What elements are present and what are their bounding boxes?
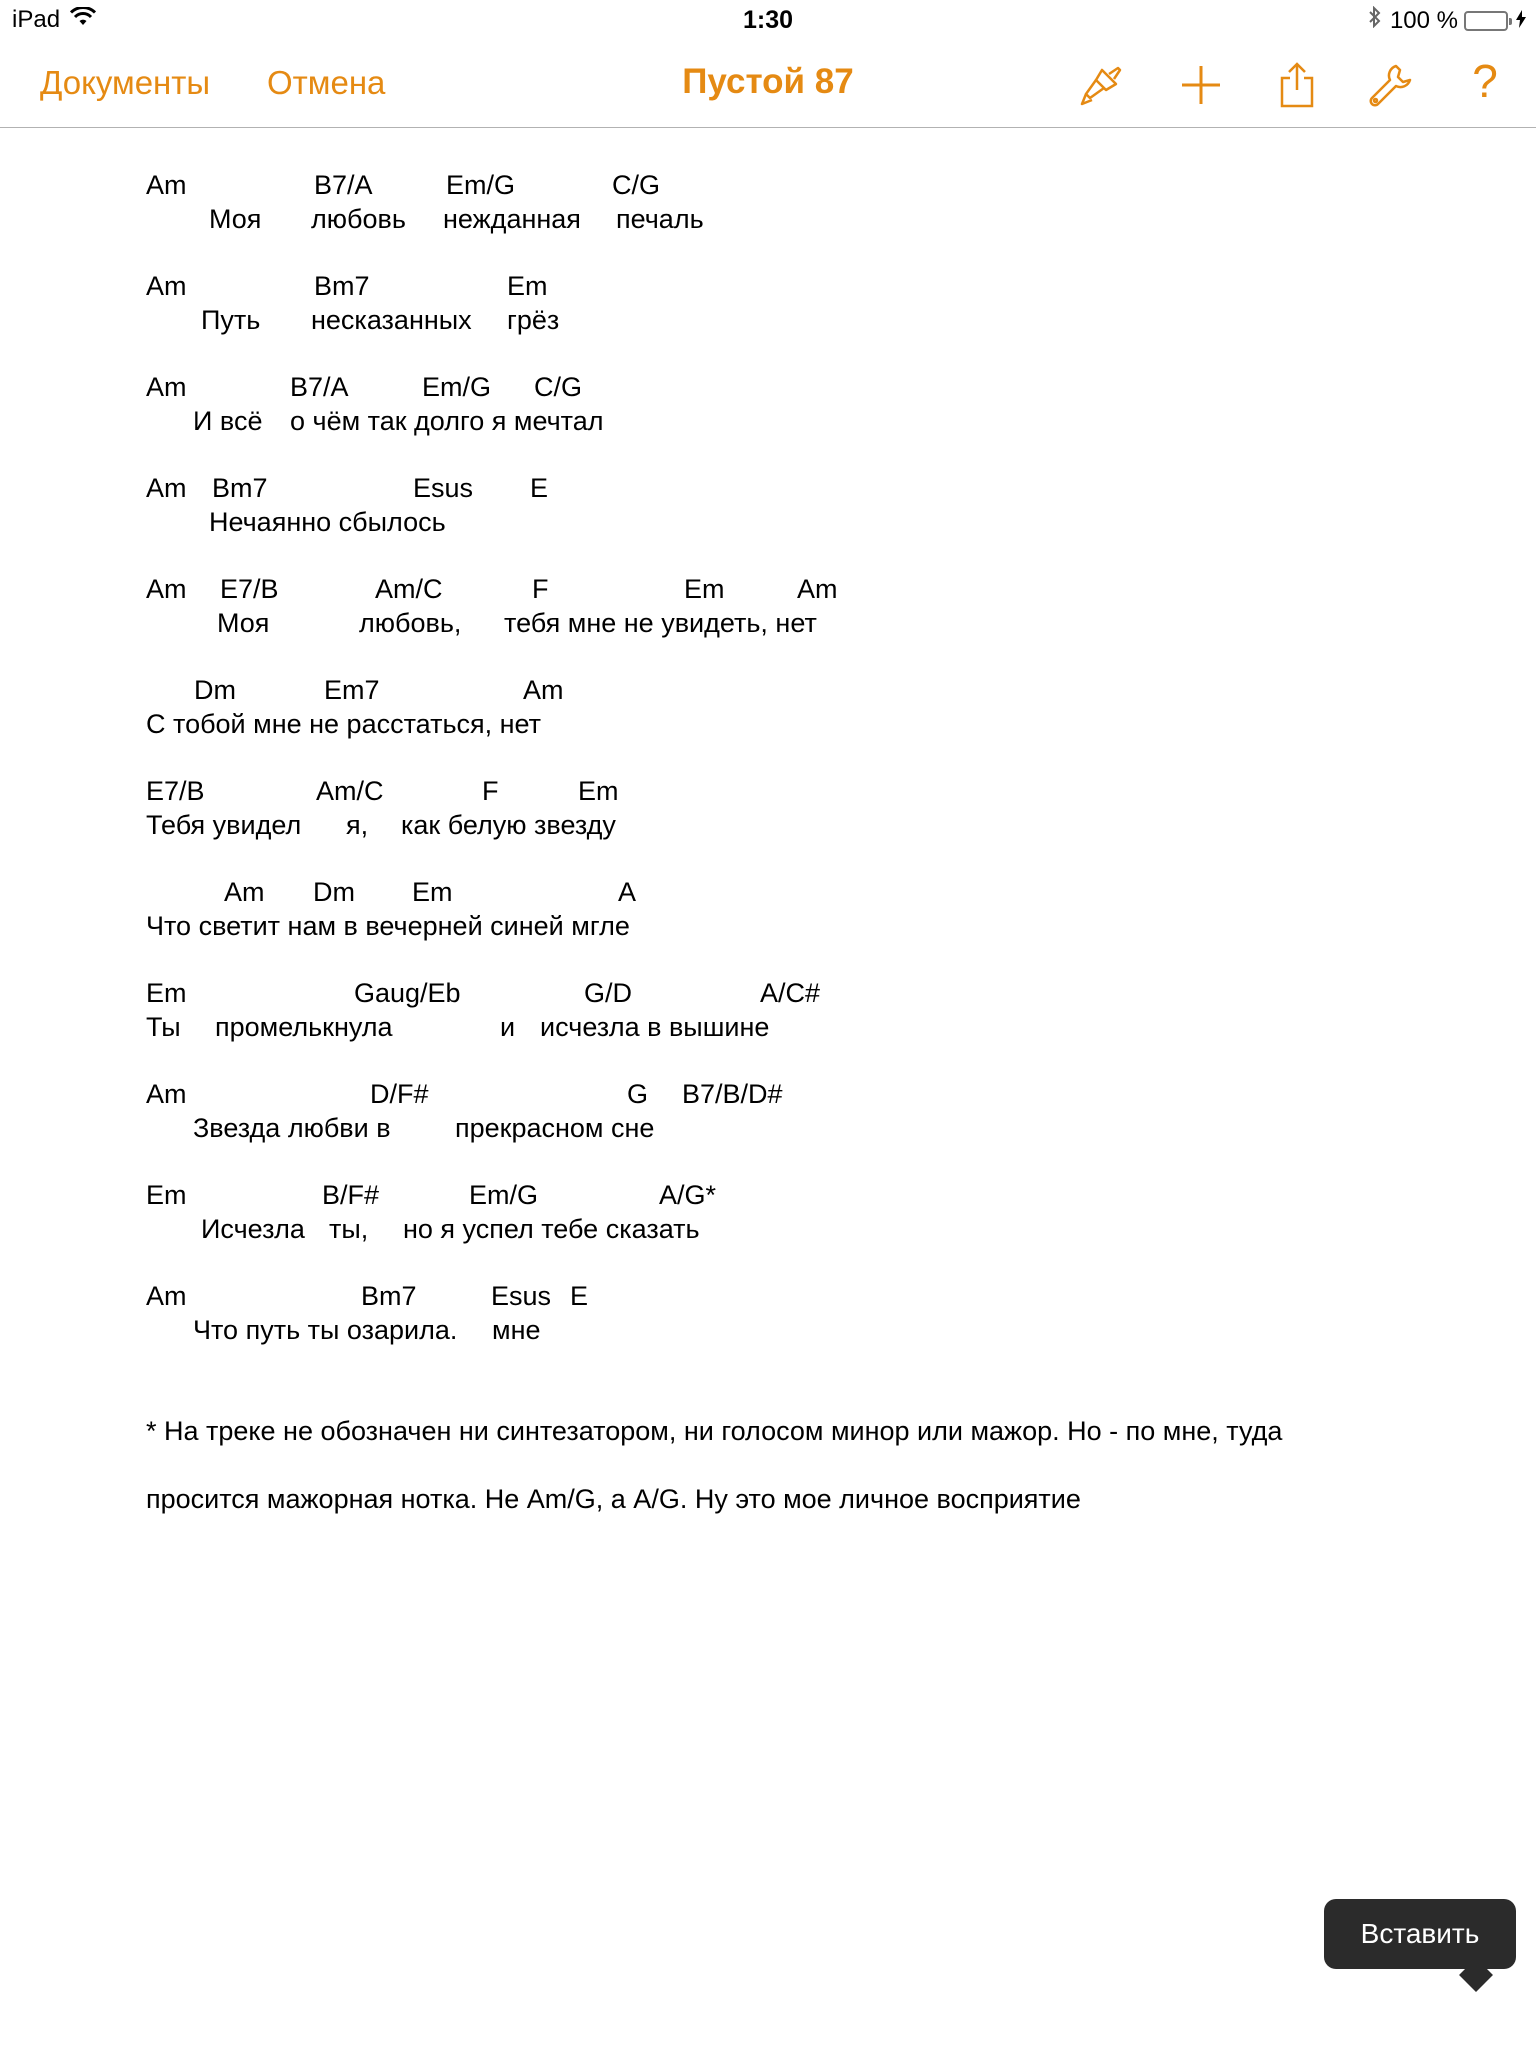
chord: A/G* [659, 1180, 717, 1210]
chord: Am/C [375, 574, 443, 604]
chord: Am [797, 574, 838, 604]
chord: G [627, 1079, 649, 1109]
charging-icon [1516, 7, 1526, 35]
chord: Dm [313, 877, 355, 907]
nav-bar [0, 40, 1536, 128]
battery-percent: 100 % [1389, 6, 1458, 34]
chord: Am [146, 1079, 187, 1109]
chord: D/F# [370, 1079, 429, 1109]
cancel-button[interactable]: Отмена [267, 64, 386, 101]
song-document[interactable] [146, 168, 1446, 1550]
chord: Am [146, 574, 187, 604]
chord: Esus [413, 473, 474, 503]
chord: Em/G [469, 1180, 539, 1210]
chord: Gaug/Eb [354, 978, 461, 1008]
chord-line [146, 1279, 1446, 1313]
chord-line [146, 976, 1446, 1010]
share-icon[interactable] [1272, 60, 1322, 110]
stanza-2 [146, 269, 1446, 337]
status-bar [0, 0, 1536, 40]
stanza-9 [146, 976, 1446, 1044]
chord: G/D [584, 978, 633, 1008]
chord: Esus [491, 1281, 552, 1311]
lyric-line [146, 1111, 1446, 1145]
lyric-line [146, 1212, 1446, 1246]
lyric: Нечаянно сбылось [209, 507, 446, 537]
lyric: И всё [193, 406, 263, 436]
lyric: Что светит нам в вечерней синей мгле [146, 911, 630, 941]
chord: Em [412, 877, 453, 907]
chord: E7/B [146, 776, 205, 806]
lyric: Ты [146, 1012, 181, 1042]
chord: E [570, 1281, 589, 1311]
chord-line [146, 370, 1446, 404]
chord-line [146, 1178, 1446, 1212]
footnote [146, 1380, 1446, 1550]
chord: Am [146, 170, 187, 200]
chord: B7/A [314, 170, 373, 200]
device-name: iPad [12, 6, 61, 33]
help-icon[interactable]: ? [1472, 55, 1498, 107]
chord: Em [146, 1180, 187, 1210]
footnote-line: просится мажорная нотка. Не Am/G, а A/G. Ну это мое личное восприятие [146, 1484, 1081, 1514]
lyric: прекрасном сне [455, 1113, 655, 1143]
lyric-line [146, 606, 1446, 640]
lyric: я, [346, 810, 369, 840]
chord: Bm7 [212, 473, 268, 503]
chord: F [482, 776, 499, 806]
lyric: Моя [217, 608, 270, 638]
lyric: мне [492, 1315, 541, 1345]
bluetooth-icon [1368, 6, 1382, 35]
chord: C/G [534, 372, 583, 402]
lyric: любовь [311, 204, 406, 234]
stanza-8 [146, 875, 1446, 943]
stanza-4 [146, 471, 1446, 539]
chord: Em [146, 978, 187, 1008]
chord: A/C# [760, 978, 821, 1008]
lyric: и [500, 1012, 516, 1042]
stanza-10 [146, 1077, 1446, 1145]
stanza-1 [146, 168, 1446, 236]
lyric-line [146, 707, 1446, 741]
stanza-7 [146, 774, 1446, 842]
lyric: о чём так долго я мечтал [290, 406, 604, 436]
chord-line [146, 572, 1446, 606]
lyric: несказанных [311, 305, 472, 335]
lyric: но я успел тебе сказать [403, 1214, 700, 1244]
lyric: ты, [329, 1214, 369, 1244]
chord: Am [146, 1281, 187, 1311]
stanza-11 [146, 1178, 1446, 1246]
wrench-icon[interactable] [1366, 60, 1416, 110]
lyric: печаль [616, 204, 704, 234]
chord: Em7 [324, 675, 380, 705]
lyric: нежданная [443, 204, 581, 234]
clock: 1:30 [742, 6, 794, 34]
battery-icon [1464, 11, 1508, 31]
lyric: как белую звезду [401, 810, 616, 840]
chord: Am [523, 675, 564, 705]
lyric: любовь, [359, 608, 462, 638]
lyric: промелькнула [215, 1012, 393, 1042]
lyric-line [146, 303, 1446, 337]
documents-button[interactable]: Документы [40, 64, 211, 101]
chord: F [532, 574, 549, 604]
chord: E [530, 473, 549, 503]
plus-icon[interactable] [1176, 60, 1226, 110]
lyric-line [146, 1313, 1446, 1347]
chord: Em [684, 574, 725, 604]
chord: Em [507, 271, 548, 301]
lyric: Моя [209, 204, 262, 234]
chord-line [146, 471, 1446, 505]
status-right [1368, 6, 1526, 35]
lyric: Что путь ты озарила. [193, 1315, 458, 1345]
chord: Em [578, 776, 619, 806]
chord-line [146, 774, 1446, 808]
chord: B7/B/D# [682, 1079, 783, 1109]
lyric: С тобой мне не расстаться, нет [146, 709, 542, 739]
chord-line [146, 875, 1446, 909]
lyric-line [146, 404, 1446, 438]
lyric-line [146, 505, 1446, 539]
lyric: грёз [507, 305, 560, 335]
chord: Am/C [316, 776, 384, 806]
chord: Am [224, 877, 265, 907]
chord: Em/G [422, 372, 492, 402]
chord: Am [146, 372, 187, 402]
chord: Em/G [446, 170, 516, 200]
chord: Am [146, 473, 187, 503]
chord-line [146, 269, 1446, 303]
chord: E7/B [220, 574, 279, 604]
lyric: Тебя увидел [146, 810, 302, 840]
lyric-line [146, 202, 1446, 236]
chord: B/F# [322, 1180, 380, 1210]
lyric: Звезда любви в [193, 1113, 391, 1143]
paste-button[interactable]: Вставить [1324, 1899, 1516, 1969]
footnote-line: * На треке не обозначен ни синтезатором, ни голосом минор или мажор. Но - по мне, туда [146, 1416, 1283, 1446]
lyric-line [146, 909, 1446, 943]
stanza-12 [146, 1279, 1446, 1347]
paintbrush-icon[interactable] [1076, 60, 1126, 110]
chord: Bm7 [361, 1281, 417, 1311]
chord: C/G [612, 170, 661, 200]
chord: Am [146, 271, 187, 301]
chord: A [618, 877, 637, 907]
stanza-5 [146, 572, 1446, 640]
lyric-line [146, 1010, 1446, 1044]
chord-line [146, 168, 1446, 202]
lyric-line [146, 808, 1446, 842]
document-title: Пустой 87 [682, 62, 854, 101]
chord-line [146, 673, 1446, 707]
chord-line [146, 1077, 1446, 1111]
stanza-6 [146, 673, 1446, 741]
chord: Bm7 [314, 271, 370, 301]
stanza-3 [146, 370, 1446, 438]
lyric: Путь [201, 305, 261, 335]
lyric: тебя мне не увидеть, нет [504, 608, 817, 638]
lyric: Исчезла [201, 1214, 305, 1244]
chord: Dm [194, 675, 236, 705]
lyric: исчезла в вышине [540, 1012, 770, 1042]
chord: B7/A [290, 372, 349, 402]
